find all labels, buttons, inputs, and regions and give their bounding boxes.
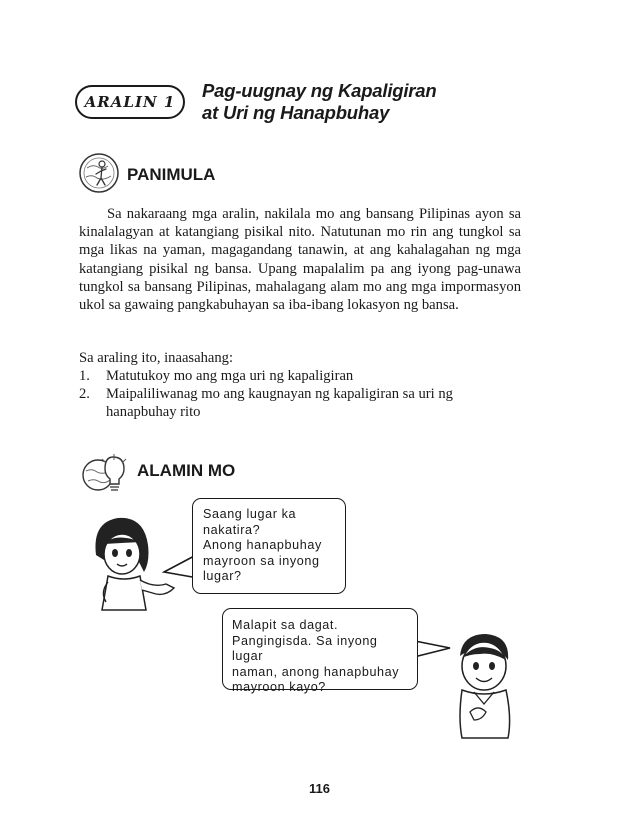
lesson-badge xyxy=(75,85,185,119)
boy-bubble-line: mayroon kayo? xyxy=(232,680,326,694)
girl-speech-bubble xyxy=(192,498,346,594)
globe-lightbulb-icon xyxy=(80,451,130,497)
girl-bubble-line: nakatira? xyxy=(203,522,261,537)
lesson-title-line-1: Pag-uugnay ng Kapaligiran xyxy=(202,80,437,101)
girl-bubble-line: Anong hanapbuhay xyxy=(203,538,322,552)
panimula-heading: PANIMULA xyxy=(127,165,216,184)
girl-bubble-line: Saang lugar ka xyxy=(203,507,297,521)
boy-bubble-line: Pangingisda. Sa inyong lugar xyxy=(232,633,378,663)
girl-bubble-line: mayroon sa inyong xyxy=(203,553,320,568)
lesson-title-line-2: at Uri ng Hanapbuhay xyxy=(202,102,390,123)
boy-bubble-line: naman, anong hanapbuhay xyxy=(232,664,400,679)
lesson-badge-label: ARALIN 1 xyxy=(84,93,176,111)
objectives-list xyxy=(79,367,521,422)
page-number: 116 xyxy=(309,781,330,796)
objective-item xyxy=(79,367,521,385)
panimula-paragraph xyxy=(79,205,521,314)
objective-number: 2. xyxy=(79,386,90,403)
alamin-heading: ALAMIN MO xyxy=(137,461,236,480)
objective-text: Maipaliliwanag mo ang kaugnayan ng kapaligiran sa uri ng hanapbuhay rito xyxy=(106,386,453,421)
panimula-paragraph-text: Sa nakaraang mga aralin, nakilala mo ang bansang Pilipinas ayon sa kinalalagyan at katangiang pisikal nito. Natutunan mo rin ang tungkol sa mga likas na yaman, magagandang tanawin, at ang kahalagahan ng mga katangiang pisikal ng bansa. Upang mapalalim pa ang iyong pag-unawa tungkol sa bansang Pilipinas, mahalagang alam mo ang mga impormasyon ukol sa gawaing pangkabuhayan sa iba-ibang lokasyon ng bansa. xyxy=(79,206,521,314)
globe-figure-icon xyxy=(78,152,120,194)
objectives-intro: Sa araling ito, inaasahang: xyxy=(79,350,233,366)
boy-illustration xyxy=(440,628,530,740)
boy-speech-bubble xyxy=(222,608,418,694)
objective-text: Matutukoy mo ang mga uri ng kapaligiran xyxy=(106,368,354,384)
lesson-title xyxy=(202,80,502,124)
objective-item xyxy=(79,385,521,421)
girl-bubble-line: lugar? xyxy=(203,569,242,583)
boy-bubble-line: Malapit sa dagat. xyxy=(232,618,339,632)
objective-number: 1. xyxy=(79,368,90,384)
